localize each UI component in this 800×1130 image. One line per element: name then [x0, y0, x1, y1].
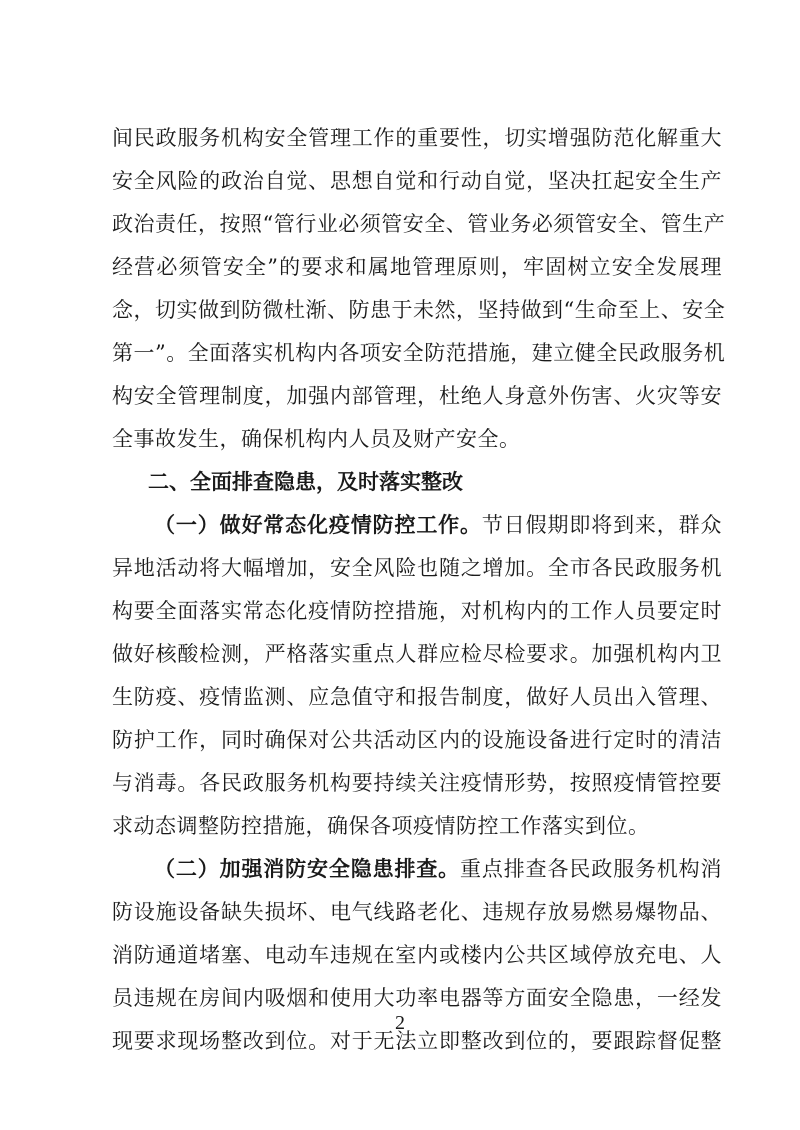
text-line: 防护工作，同时确保对公共活动区内的设施设备进行定时的清洁 — [112, 728, 722, 752]
text-line: 防设施设备缺失损坏、电气线路老化、违规存放易燃易爆物品、 — [112, 900, 722, 924]
text-line: 异地活动将大幅增加，安全风险也随之增加。全市各民政服务机 — [112, 556, 722, 580]
text-line: 与消毒。各民政服务机构要持续关注疫情形势，按照疫情管控要 — [112, 771, 722, 795]
body-text — [112, 117, 726, 1063]
text-line: 消防通道堵塞、电动车违规在室内或楼内公共区域停放充电、人 — [112, 943, 722, 967]
text-line: 经营必须管安全”的要求和属地管理原则，牢固树立安全发展理 — [112, 255, 722, 279]
text-fragment: 节日假期即将到来，群众 — [481, 513, 723, 537]
text-line: 构安全管理制度，加强内部管理，杜绝人身意外伤害、火灾等安 — [112, 384, 722, 408]
text-line: 间民政服务机构安全管理工作的重要性，切实增强防范化解重大 — [112, 126, 722, 150]
subsection-title: （二）加强消防安全隐患排查。 — [154, 857, 461, 881]
text-line: 现要求现场整改到位。对于无法立即整改到位的，要跟踪督促整 — [112, 1029, 722, 1053]
text-line: 生防疫、疫情监测、应急值守和报告制度，做好人员出入管理、 — [112, 685, 722, 709]
text-line: 求动态调整防控措施，确保各项疫情防控工作落实到位。 — [112, 814, 650, 838]
subsection-title: （一）做好常态化疫情防控工作。 — [154, 513, 482, 537]
page-number: 2 — [395, 1012, 405, 1034]
text-fragment: 重点排查各民政服务机构消 — [460, 857, 723, 881]
text-line: 做好核酸检测，严格落实重点人群应检尽检要求。加强机构内卫 — [112, 642, 722, 666]
text-line: 第一”。全面落实机构内各项安全防范措施，建立健全民政服务机 — [112, 341, 726, 365]
text-line — [112, 848, 722, 891]
text-line: 政治责任，按照“管行业必须管安全、管业务必须管安全、管生产 — [112, 212, 726, 236]
text-line: 员违规在房间内吸烟和使用大功率电器等方面安全隐患，一经发 — [112, 986, 722, 1010]
text-line: 安全风险的政治自觉、思想自觉和行动自觉，坚决扛起安全生产 — [112, 169, 722, 193]
section-heading: 二、全面排查隐患，及时落实整改 — [148, 470, 463, 494]
text-line: 构要全面落实常态化疫情防控措施，对机构内的工作人员要定时 — [112, 599, 722, 623]
text-line: 念，切实做到防微杜渐、防患于未然，坚持做到“生命至上、安全 — [112, 298, 726, 322]
text-line: 全事故发生，确保机构内人员及财产安全。 — [112, 427, 521, 451]
text-line — [112, 504, 722, 547]
